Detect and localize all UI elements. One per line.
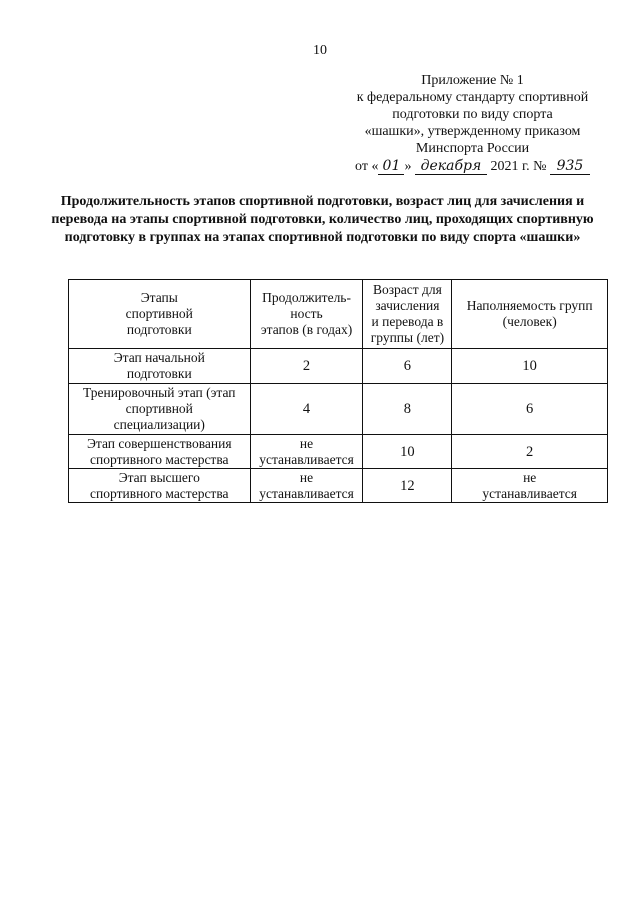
cell-age: 12 [363,469,452,503]
order-number-handwritten: 935 [550,159,590,175]
header-duration: Продолжитель- ность этапов (в годах) [250,280,363,349]
table-row [69,469,608,503]
table-row [69,384,608,435]
header-group-size: Наполняемость групп (человек) [452,280,608,349]
cell-duration: 4 [250,384,363,435]
cell-age: 8 [363,384,452,435]
order-line [340,158,605,175]
header-age: Возраст для зачисления и перевода в группы (лет) [363,280,452,349]
table-header-row [69,280,608,349]
appendix-line: подготовки по виду спорта [392,107,553,122]
cell-duration: не устанавливается [250,469,363,503]
order-year: 2021 г. № [490,159,547,174]
cell-age: 6 [363,349,452,384]
header-stages: Этапы спортивной подготовки [69,280,251,349]
appendix-line: к федеральному стандарту спортивной [356,90,589,105]
page-number: 10 [313,43,327,58]
cell-group-size: 10 [452,349,608,384]
cell-duration: 2 [250,349,363,384]
cell-stage: Этап совершенствования спортивного мастерства [69,435,251,469]
appendix-block [340,72,605,175]
cell-stage: Тренировочный этап (этап спортивной специализации) [69,384,251,435]
cell-age: 10 [363,435,452,469]
order-prefix: от « [355,159,379,174]
appendix-line: Минспорта России [415,141,530,156]
table-row [69,435,608,469]
cell-stage: Этап начальной подготовки [69,349,251,384]
document-title: Продолжительность этапов спортивной подготовки, возраст лиц для зачисления и перевода на этапы спортивной подготовки, количество лиц, проходящих спортивную подготовку в группах на этапах спортивной подготовки по виду спорта «шашки» [51,194,594,245]
cell-duration: не устанавливается [250,435,363,469]
order-month-handwritten: декабря [415,159,487,175]
appendix-title: Приложение № 1 [421,73,524,88]
order-day-handwritten: 01 [378,159,404,175]
cell-stage: Этап высшего спортивного мастерства [69,469,251,503]
appendix-line: «шашки», утвержденному приказом [364,124,581,139]
cell-group-size: не устанавливается [452,469,608,503]
stages-table [68,279,608,503]
order-quote-close: » [404,159,412,174]
table-row [69,349,608,384]
cell-group-size: 2 [452,435,608,469]
cell-group-size: 6 [452,384,608,435]
